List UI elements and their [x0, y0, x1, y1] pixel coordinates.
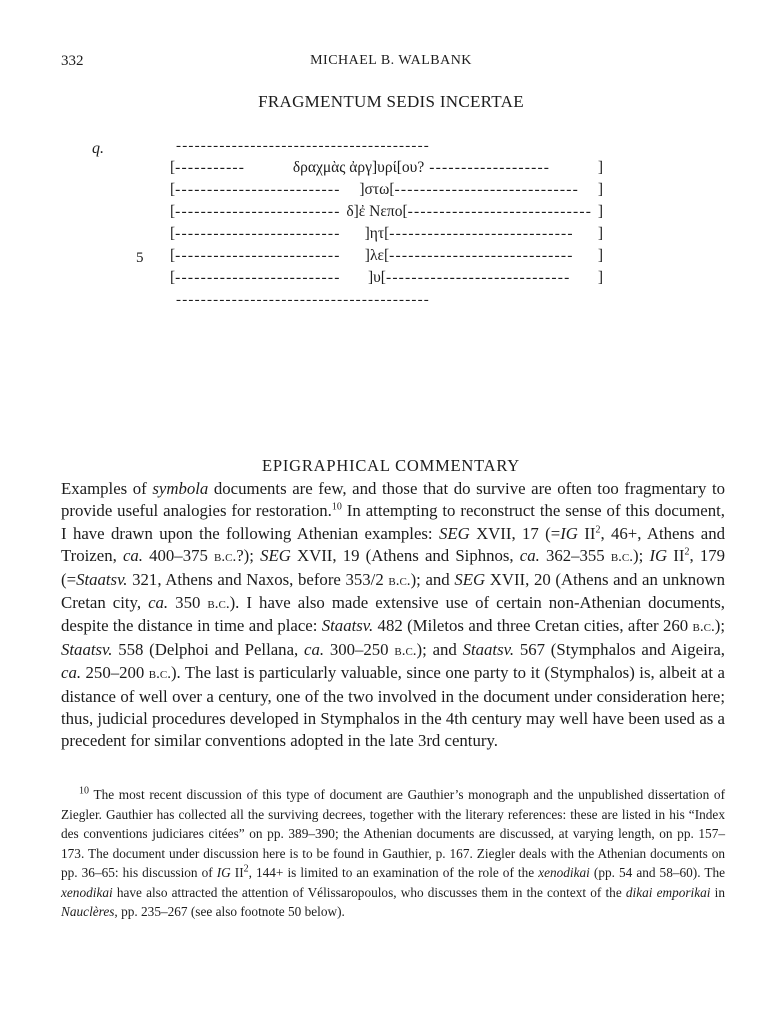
inscription-line-3: [ -------------------------- δ]ἐ Νεπο[ ----------------------------- ] [170, 203, 604, 220]
page-number: 332 [61, 53, 84, 69]
inscription-text-2: ]στω[ [359, 181, 395, 198]
section-heading: EPIGRAPHICAL COMMENTARY [261, 456, 521, 475]
inscription-line-2: [ -------------------------- ]στω[ ----------------------------- ] [170, 181, 603, 198]
inscription-line-6: [ -------------------------- ]υ[ ----------------------------- ] [170, 269, 603, 286]
commentary-paragraph: Examples of symbola documents are few, and those that do survive are often too fragmentary to provide useful analogies for restoration.$^{10}$ In attempting to reconstruct the sense of this document, I have drawn upon the following Athenian examples: SEG XVII, 17 (=IG $II^2$, 46+, Athens and Troizen, ca. 400–375 b.c.?); SEG XVII, 19 (Athens and Siphnos, ca. 362–355 b.c.); IG $II^2$, 179 (=Staatsv. 321, Athens and Naxos, before 353/2 b.c.); and SEG XVII, 20 (Athens and an unknown Cretan city, ca. 350 b.c.). I have also made extensive use of certain non-Athenian documents, despite the distance in time and place: Staatsv. 482 (Miletos and three Cretan cities, after 260 b.c.); Staatsv. 558 (Delphoi and Pellana, ca. 300–250 b.c.); and Staatsv. 567 (Stymphalos and Aigeira, ca. 250–200 b.c.). The last is particularly valuable, since one party to it (Stymphalos) is, albeit at a distance of well over a century, one of the two involved in the document under consideration here; thus, judicial procedures developed in Stymphalos in the 4th century may well have been used as a precedent for similar conventions adopted in the late 3rd century. [61, 479, 726, 751]
inscription-lines [170, 158, 603, 288]
inscription-text-3: δ]ἐ Νεπο[ [346, 203, 408, 220]
footnote-10: $^{10}$ The most recent discussion of this type of document are Gauthier’s monograph and the unpublished dissertation of Ziegler. Gauthier has collected all the surviving decrees, together with the literary references: these are listed in his “Index des conventions judiciares citées” on pp. 389–390; the Athenian documents are discussed, at varying length, on pp. 157–173. The document under discussion here is to be found in Gauthier, p. 167. Ziegler deals with the Athenian documents on pp. 36–65: his discussion of IG $II^2$, 144+ is limited to an examination of the role of the xenodikai (pp. 54 and 58–60). The xenodikai have also attracted the attention of Vélissaropoulos, who discusses them in the context of the dikai emporikai in Nauclères, pp. 235–267 (see also footnote 50 below). [61, 785, 725, 919]
top-dash-line: ----------------------------------------- [176, 138, 430, 154]
footnote-ref-10: 10 [331, 501, 342, 513]
inscription-line-1: [ ----------- δραχμὰς ἀργ]υρί[ου? ------------------- ] [170, 159, 603, 176]
running-head: MICHAEL B. WALBANK [310, 53, 472, 68]
footnote-number: 10 [79, 785, 89, 797]
fragment-label: q. [92, 140, 104, 157]
inscription-text-5: ]λε[ [364, 247, 390, 264]
inscription-line-4: [ -------------------------- ]ητ[ ----------------------------- ] [170, 225, 604, 242]
fragment-title: FRAGMENTUM SEDIS INCERTAE [258, 92, 524, 111]
line-number-5: 5 [136, 250, 144, 266]
inscription-text-1: δραχμὰς ἀργ]υρί[ου? [292, 159, 425, 176]
inscription-text-6: ]υ[ [367, 269, 386, 286]
inscription-line-5: [ -------------------------- ]λε[ ----------------------------- ] [170, 247, 604, 264]
bottom-dash-line: ----------------------------------------- [176, 292, 430, 308]
inscription-text-4: ]ητ[ [364, 225, 390, 242]
